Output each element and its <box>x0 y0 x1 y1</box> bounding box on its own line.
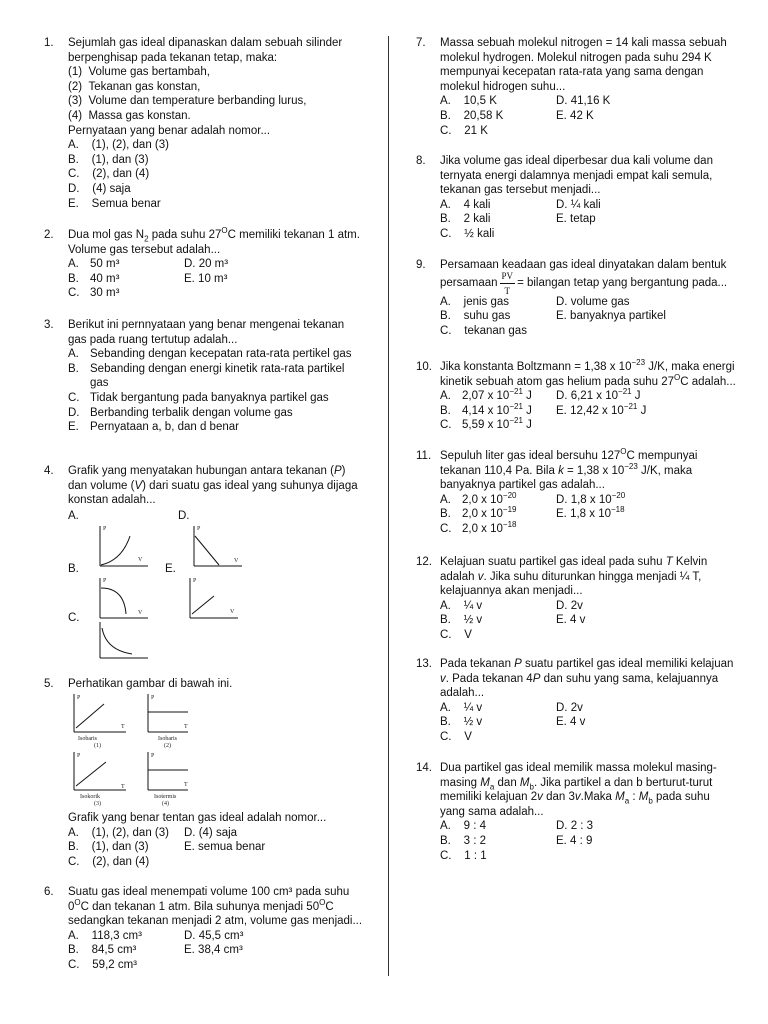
option-d: D. volume gas <box>556 295 630 308</box>
axis-label-p: P <box>103 526 107 532</box>
options-row <box>440 701 760 716</box>
question-text: Jika konstanta Boltzmann = 1,38 x $10^{-23}$ J/K, maka energi <box>440 358 735 373</box>
question-6 <box>44 885 388 973</box>
option-a: A. 2,0 x $10^{-20}$ <box>440 490 517 506</box>
options-row <box>440 124 760 139</box>
question-text: Sepuluh liter gas ideal bersuhu $127^OC$ mempunyai <box>440 447 698 462</box>
options-row <box>440 849 760 864</box>
question-text: gas pada ruang tertutup adalah... <box>68 333 238 346</box>
option-c: C. tekanan gas <box>440 324 527 337</box>
option-c: 30 m³ <box>90 287 120 300</box>
question-text: Kelajuan suatu partikel gas ideal pada suhu T Kelvin <box>440 556 708 568</box>
graph-c-figure <box>92 620 152 662</box>
options-row <box>440 324 760 339</box>
option-e: E. 4 : 9 <box>556 834 593 847</box>
axis-label-p: P <box>151 695 155 701</box>
option-b: B. (1), dan (3) <box>68 841 149 854</box>
question-12 <box>416 555 760 643</box>
options-row <box>440 613 760 628</box>
options-row <box>440 490 760 508</box>
options-row <box>440 715 760 730</box>
statement: (1) Volume gas bertambah, <box>68 66 210 79</box>
graph-b-figure <box>92 574 152 622</box>
axis-label-t: T <box>121 724 125 730</box>
graph-label-d: D. <box>178 510 190 522</box>
question-text: memiliki kelajuan 2v dan 3v.Maka $M_a$ : $M_b$ pada suhu <box>440 791 710 806</box>
option-b: B. 3 : 2 <box>440 834 487 847</box>
question-8 <box>416 154 760 242</box>
options-row <box>440 389 760 404</box>
option-b-continued: gas <box>90 377 109 390</box>
question-number: 4. <box>44 465 54 477</box>
graph-number: (1) <box>94 743 101 749</box>
question-14 <box>416 761 760 863</box>
option-d: D. 20 m³ <box>184 258 229 271</box>
option-e: E. Pernyataan a, b, dan d benar <box>68 421 239 434</box>
options-row <box>440 819 760 834</box>
options-row <box>440 418 760 433</box>
question-number: 1. <box>44 37 54 49</box>
question-text: Massa sebuah molekul nitrogen = 14 kali massa sebuah <box>440 37 727 49</box>
options-row <box>440 198 760 213</box>
question-text: sedangkan tekanan menjadi 2 atm, volume gas menjadi... <box>68 915 363 928</box>
question-text: Dua mol gas $N_2$ pada suhu $27^OC$ memiliki tekanan 1 atm. <box>68 226 360 244</box>
options-row <box>440 212 760 227</box>
question-text: ternyata energi dalamnya menjadi empat kali semula, <box>440 169 713 182</box>
graph-2-figure <box>140 692 210 750</box>
option-d: D. 2v <box>556 701 583 714</box>
option-e: E. 12,42 x $10^{-21}$ J <box>556 401 647 417</box>
question-text: adalah v. Jika suhu diturunkan hingga menjadi ¼ T, <box>440 570 702 583</box>
question-5-options <box>68 811 388 869</box>
options-row <box>440 834 760 849</box>
option-a: A. 10,5 K <box>440 95 497 108</box>
question-number: 6. <box>44 886 54 898</box>
option-c: C. 2,0 x $10^{-18}$ <box>440 520 517 535</box>
graph-a-figure <box>92 522 152 570</box>
option-a: A. 4 kali <box>440 198 491 211</box>
graph-number: (2) <box>164 743 171 749</box>
options-row: B. 40 m³ E. 10 m³ <box>68 272 228 285</box>
options-row <box>440 94 760 109</box>
option-c: C. (2), dan (4) <box>68 168 150 181</box>
question-text: molekul hydrogen. Molekul nitrogen pada suhu 294 K <box>440 51 712 64</box>
axis-label-v: V <box>230 609 235 615</box>
options-row <box>440 309 760 324</box>
option-d: D. (4) saja <box>184 826 238 839</box>
question-text: Jika volume gas ideal diperbesar dua kali volume dan <box>440 155 713 167</box>
option-b: B. ½ v <box>440 614 483 627</box>
question-text: kinetik sebuah atom gas helium pada suhu $27^OC$ adalah... <box>440 372 736 388</box>
question-number: 8. <box>416 155 426 167</box>
options-row <box>68 855 388 870</box>
question-5 <box>44 677 388 692</box>
option-c: C. ½ kali <box>440 227 495 240</box>
question-number: 9. <box>416 259 426 271</box>
line <box>192 596 214 614</box>
axis-label-v: V <box>234 558 239 564</box>
graph-caption: Isokorik <box>80 794 100 800</box>
question-13 <box>416 657 760 745</box>
option-a: A. (1), (2), dan (3) <box>68 139 169 152</box>
statement: (4) Massa gas konstan. <box>68 109 191 122</box>
column-divider <box>388 36 389 976</box>
options-row <box>68 840 388 855</box>
question-text: kelajuannya akan menjadi... <box>440 585 583 598</box>
option-a: A. 9 : 4 <box>440 820 487 833</box>
question-text: Perhatikan gambar di bawah ini. <box>68 678 233 690</box>
axis-label-v: V <box>138 557 143 563</box>
statement: (3) Volume dan temperature berbanding lurus, <box>68 95 307 108</box>
question-number: 7. <box>416 37 426 49</box>
curve <box>101 588 126 614</box>
question-2 <box>44 226 388 301</box>
curve <box>102 628 132 654</box>
options-row <box>440 401 760 419</box>
question-text: v. Pada tekanan 4P dan suhu yang sama, kelajuannya <box>440 672 719 685</box>
question-text: berpenghisap pada tekanan tetap, maka: <box>68 51 278 64</box>
question-number: 10. <box>416 361 432 373</box>
option-c: C. Tidak bergantung pada banyaknya partikel gas <box>68 391 329 404</box>
question-text: Grafik yang benar tentan gas ideal adalah nomor... <box>68 812 327 824</box>
line <box>76 762 106 786</box>
question-text: $0^OC$ dan tekanan 1 atm. Bila suhunya menjadi $50^OC$ <box>68 897 334 913</box>
question-3 <box>44 318 388 435</box>
statement: (2) Tekanan gas konstan, <box>68 80 201 93</box>
curve <box>101 536 130 565</box>
option-e: E. Semua benar <box>68 197 161 210</box>
question-text: Sejumlah gas ideal dipanaskan dalam sebuah silinder <box>68 37 343 49</box>
question-text: Grafik yang menyatakan hubungan antara tekanan (P) <box>68 465 346 477</box>
option-a: A. ¼ v <box>440 701 483 714</box>
graph-d-figure <box>186 522 246 570</box>
options-row: A. 50 m³ D. 20 m³ <box>68 258 229 271</box>
question-text: banyaknya partikel gas adalah... <box>440 479 605 492</box>
option-d: D. 41,16 K <box>556 95 611 108</box>
question-text: Berikut ini pernnyataan yang benar mengenai tekanan <box>68 319 345 331</box>
graph-number: (4) <box>162 801 169 807</box>
axis-label-p: P <box>151 753 155 759</box>
graph-label-e: E. <box>165 563 176 575</box>
options-row <box>68 943 388 958</box>
axis-label-t: T <box>121 784 125 790</box>
question-number: 3. <box>44 319 54 331</box>
question-text: mempunyai kecepatan rata-rata yang sama dengan <box>440 66 704 79</box>
line <box>76 704 104 728</box>
options-row <box>440 227 760 242</box>
question-text: dan volume (V) dari suatu gas ideal yang suhunya dijaga <box>68 479 358 492</box>
option-d: D. 6,21 x $10^{-21}$ J <box>556 387 641 403</box>
option-e: E. tetap <box>556 213 596 226</box>
question-number: 2. <box>44 229 54 241</box>
question-number: 11. <box>416 450 432 462</box>
question-9 <box>416 258 760 338</box>
question-number: 13. <box>416 658 432 670</box>
question-text: masing $M_a$ dan $M_b$. Jika partikel a dan b berturut-turut <box>440 776 713 791</box>
graph-label-c: C. <box>68 612 80 624</box>
question-text: tekanan gas tersebut menjadi... <box>440 184 601 197</box>
option-d: D. 2v <box>556 599 583 612</box>
option-b: B. Sebanding dengan energi kinetik rata-rata partikel <box>68 362 345 375</box>
option-b: B. 84,5 cm³ <box>68 944 137 957</box>
options-row <box>440 599 760 614</box>
option-b: B. 20,58 K <box>440 109 504 122</box>
question-number: 12. <box>416 556 432 568</box>
question-text: adalah... <box>440 687 485 700</box>
options-row <box>440 295 760 310</box>
question-text: Dua partikel gas ideal memilik massa molekul masing- <box>440 762 717 774</box>
options-row <box>440 628 760 643</box>
option-a: A. 118,3 cm³ <box>68 929 142 942</box>
question-1 <box>44 36 388 211</box>
graph-4-figure <box>140 750 210 808</box>
graph-e-figure <box>182 574 242 622</box>
question-text: persamaan $\frac{PV}{T}$ = bilangan tetap yang bergantung pada... <box>440 273 760 295</box>
option-a: A. jenis gas <box>440 295 510 308</box>
question-7 <box>416 36 760 138</box>
option-e: E. semua benar <box>184 841 266 854</box>
option-a: A. 2,07 x $10^{-21}$ J <box>440 387 532 403</box>
option-e: E. 4 v <box>556 716 586 729</box>
option-c: C. 59,2 cm³ <box>68 958 138 971</box>
option-a: 50 m³ <box>90 258 120 271</box>
option-c: C. (2), dan (4) <box>68 855 150 868</box>
option-b: B. ½ v <box>440 716 483 729</box>
option-d: D. 2 : 3 <box>556 820 594 833</box>
options-row <box>440 522 760 537</box>
option-e: E. banyaknya partikel <box>556 310 666 323</box>
axis-label-p: P <box>193 578 197 584</box>
option-a: A. ¼ v <box>440 599 483 612</box>
option-e: E. 38,4 cm³ <box>184 944 243 957</box>
options-row <box>68 958 388 973</box>
question-4 <box>44 464 388 508</box>
question-text: Volume gas tersebut adalah... <box>68 243 221 256</box>
question-11 <box>416 447 760 537</box>
option-e: E. 42 K <box>556 109 594 122</box>
graph-3-figure <box>66 750 136 808</box>
question-text: konstan adalah... <box>68 494 156 507</box>
graph-caption: Isobaris <box>158 736 177 742</box>
line <box>195 536 219 565</box>
axis-label-p: P <box>77 753 81 759</box>
option-b: B. 2 kali <box>440 213 491 226</box>
axis-label-t: T <box>184 724 188 730</box>
graph-1-figure <box>66 692 136 750</box>
graph-label-a: A. <box>68 510 79 522</box>
option-a: A. Sebanding dengan kecepatan rata-rata pertikel gas <box>68 348 352 361</box>
axis-label-p: P <box>103 578 107 584</box>
options-row <box>440 730 760 745</box>
option-c: C. 21 K <box>440 124 488 137</box>
option-e: E. 4 v <box>556 614 586 627</box>
option-b: B. suhu gas <box>440 310 511 323</box>
axis-label-t: T <box>184 782 188 788</box>
graph-number: (3) <box>94 801 101 807</box>
option-c: C. 1 : 1 <box>440 849 487 862</box>
question-text: molekul hidrogen suhu... <box>440 80 566 93</box>
question-number: 5. <box>44 678 54 690</box>
option-a: A. (1), (2), dan (3) <box>68 826 169 839</box>
options-row <box>68 826 388 841</box>
option-c: C. 5,59 x $10^{-21}$ J <box>440 416 532 432</box>
question-text: Persamaan keadaan gas ideal dinyatakan dalam bentuk <box>440 259 727 271</box>
question-number: 14. <box>416 762 432 774</box>
fraction-pv-over-t: $\frac{PV}{T}$ <box>501 270 514 297</box>
options-row <box>440 507 760 522</box>
graph-label-b: B. <box>68 563 79 575</box>
option-b: 40 m³ <box>90 272 120 285</box>
question-text: yang sama adalah... <box>440 805 544 818</box>
option-e: E. 1,8 x $10^{-18}$ <box>556 505 625 521</box>
option-d: D. 1,8 x $10^{-20}$ <box>556 490 626 506</box>
option-c: C. V <box>440 730 472 743</box>
option-c: C. V <box>440 628 472 641</box>
graph-caption: Isobaris <box>78 736 97 742</box>
option-b: B. 2,0 x $10^{-19}$ <box>440 505 517 521</box>
options-row <box>68 929 388 944</box>
option-d: D. ¼ kali <box>556 198 601 211</box>
option-b: B. 4,14 x $10^{-21}$ J <box>440 401 532 417</box>
option-e: E. 10 m³ <box>184 272 228 285</box>
options-row <box>440 109 760 124</box>
graph-caption: Isotermis <box>154 794 177 800</box>
question-10 <box>416 358 760 433</box>
question-text: Suatu gas ideal menempati volume 100 cm³ pada suhu <box>68 886 350 898</box>
axis-label-p: P <box>197 526 201 532</box>
option-b: B. (1), dan (3) <box>68 153 149 166</box>
options-row: C. 30 m³ <box>68 287 120 300</box>
option-d: D. Berbanding terbalik dengan volume gas <box>68 406 293 419</box>
question-text: tekanan 110,4 Pa. Bila k = 1,38 x $10^{-23}$ J/K, maka <box>440 461 693 477</box>
axis-label-p: P <box>77 695 81 701</box>
option-d: D. 45,5 cm³ <box>184 929 244 942</box>
option-d: D. (4) saja <box>68 182 131 195</box>
axis-label-v: V <box>138 610 143 616</box>
question-text: Pada tekanan P suatu partikel gas ideal memiliki kelajuan <box>440 658 734 670</box>
question-text: Pernyataan yang benar adalah nomor... <box>68 124 271 137</box>
